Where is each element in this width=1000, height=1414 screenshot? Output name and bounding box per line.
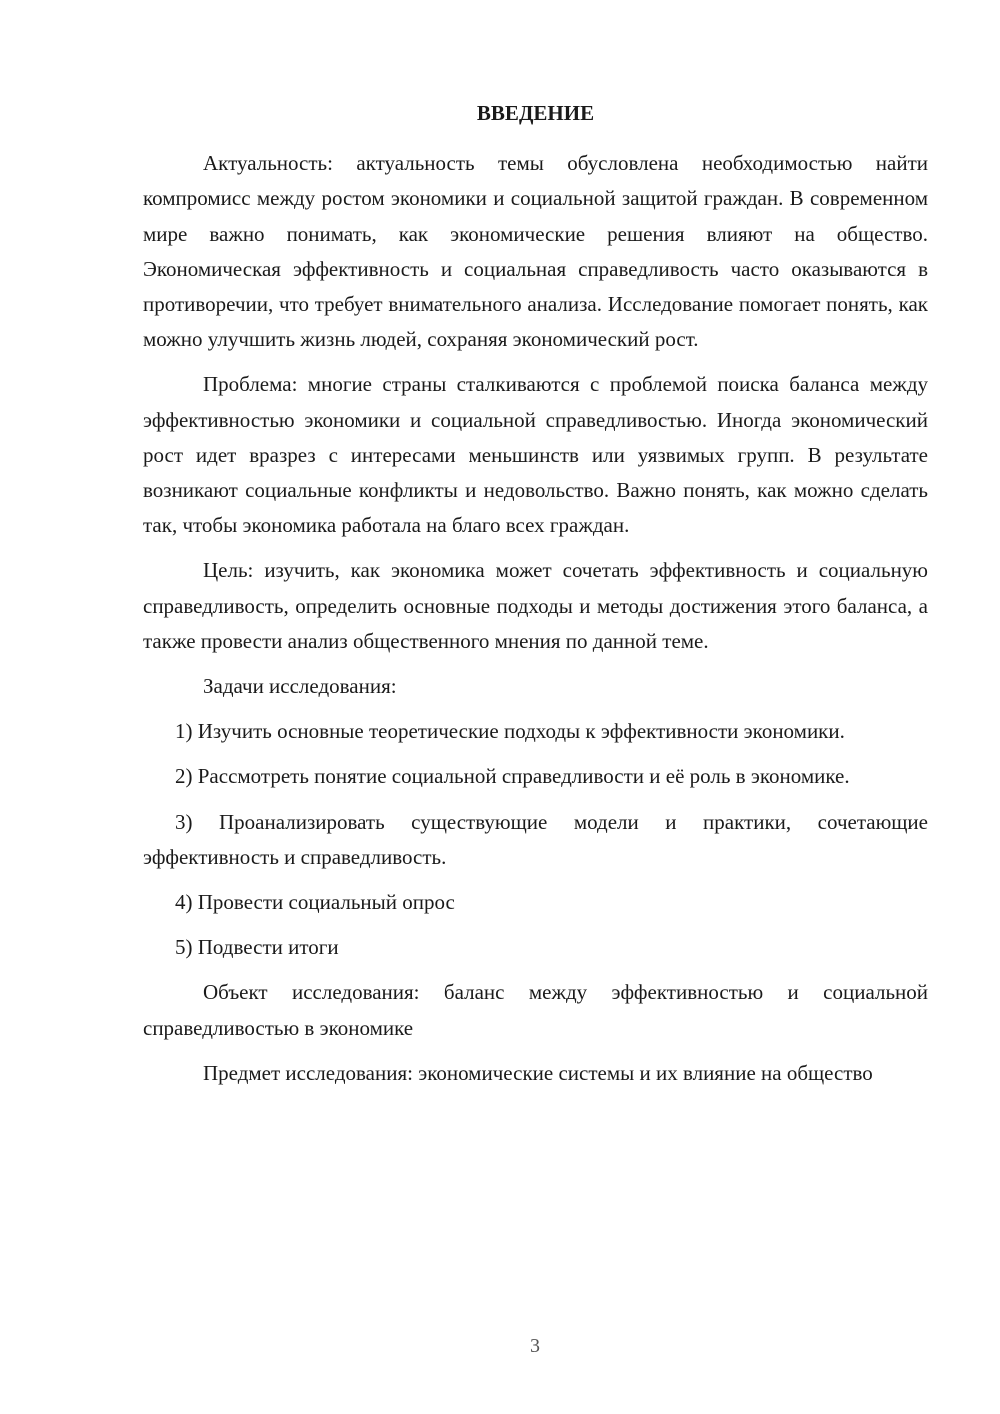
task-item-5: 5) Подвести итоги xyxy=(175,935,339,960)
task-item-3: 3) Проанализировать существующие модели и практики, сочетающие эффективность и справедливость. xyxy=(143,809,928,869)
page-title: ВВЕДЕНИЕ xyxy=(476,101,595,125)
subject-paragraph: Предмет исследования: экономические системы и их влияние на общество xyxy=(203,1060,873,1085)
document-page xyxy=(143,96,928,1091)
task-item-2: 2) Рассмотреть понятие социальной справедливости и её роль в экономике. xyxy=(175,764,850,789)
task-item-1: 1) Изучить основные теоретические подходы к эффективности экономики. xyxy=(175,719,845,744)
goal-paragraph: Цель: изучить, как экономика может сочетать эффективность и социальную справедливость, определить основные подходы и методы достижения этого баланса, а также провести анализ общественного мнения по данной теме. xyxy=(143,558,928,653)
task-item-4: 4) Провести социальный опрос xyxy=(175,890,455,915)
tasks-heading: Задачи исследования: xyxy=(203,674,397,699)
object-paragraph: Объект исследования: баланс между эффективностью и социальной справедливостью в экономике xyxy=(143,980,928,1040)
relevance-paragraph: Актуальность: актуальность темы обусловлена необходимостью найти компромисс между ростом экономики и социальной защитой граждан. В современном мире важно понимать, как экономические решения влияют на общество. Экономическая эффективность и социальная справедливость часто оказываются в противоречии, что требует внимательного анализа. Исследование помогает понять, как можно улучшить жизнь людей, сохраняя экономический рост. xyxy=(143,151,928,352)
page-number: 3 xyxy=(530,1335,540,1357)
problem-paragraph: Проблема: многие страны сталкиваются с проблемой поиска баланса между эффективностью экономики и социальной справедливостью. Иногда экономический рост идет вразрез с интересами меньшинств или уязвимых групп. В результате возникают социальные конфликты и недовольство. Важно понять, как можно сделать так, чтобы экономика работала на благо всех граждан. xyxy=(143,372,928,538)
